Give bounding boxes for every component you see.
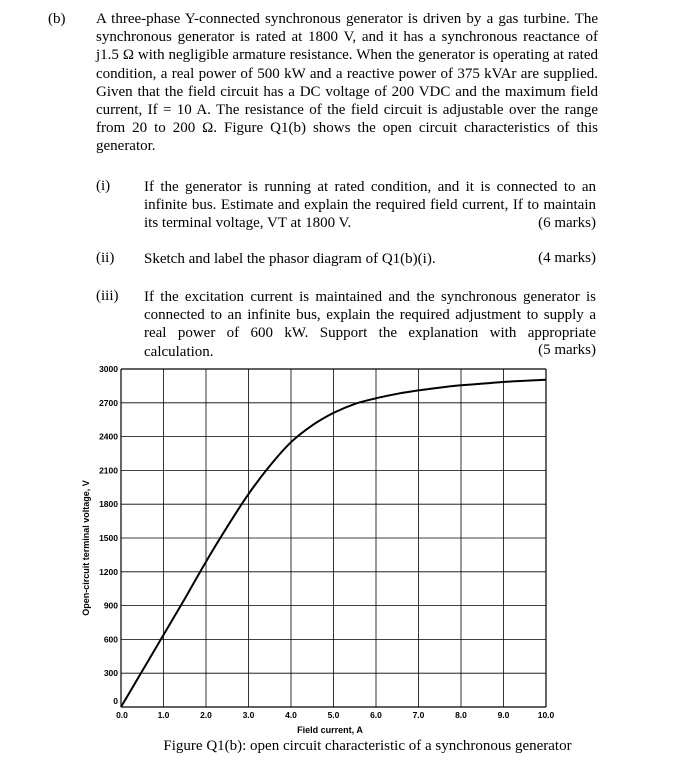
y-tick-label: 3000	[99, 364, 118, 374]
question-1-marks: (6 marks)	[538, 215, 596, 231]
y-tick-label: 1800	[99, 499, 118, 510]
y-tick-label: 1500	[99, 533, 118, 543]
y-tick-label: 2700	[99, 397, 118, 408]
y-tick-label: 900	[103, 600, 118, 611]
question-1-number: (i)	[96, 178, 111, 194]
x-tick-label: 7.0	[412, 710, 425, 720]
chart-grid	[121, 369, 546, 707]
y-tick-label: 300	[103, 668, 118, 679]
question-3-number: (iii)	[96, 288, 119, 304]
x-tick-label: 0.0	[116, 710, 128, 720]
y-tick-label: 0	[113, 696, 118, 706]
x-tick-label: 3.0	[242, 710, 255, 720]
problem-intro: A three-phase Y-connected synchronous generator is driven by a gas turbine. The synchronous generator is rated at 1800 V, and it has a synchronous reactance of j1.5 Ω with negligible armature resistance. When the generator is operating at rated condition, a real power of 500 kW and a reactive power of 375 kVAr are supplied. Given that the field circuit has a DC voltage of 200 VDC and the maximum field current, If = 10 A. The resistance of the field circuit is adjustable over the range from 20 to 200 Ω. Figure Q1(b) shows the open circuit characteristics of this generator.	[96, 11, 598, 155]
y-tick-label: 1200	[99, 566, 118, 577]
x-tick-label: 4.0	[285, 710, 297, 720]
y-axis-label: Open-circuit terminal voltage, V	[81, 480, 91, 616]
question-1-text: If the generator is running at rated condition, and it is connected to an infinite bus. Estimate and explain the required field current, If to maintain its terminal voltage, VT at 1800 V.	[144, 179, 596, 232]
x-tick-label: 5.0	[327, 710, 340, 720]
x-tick-label: 9.0	[497, 710, 510, 720]
x-tick-label: 8.0	[455, 710, 467, 720]
x-tick-label: 6.0	[370, 710, 382, 720]
question-3-marks: (5 marks)	[538, 342, 596, 358]
question-2-marks: (4 marks)	[538, 250, 596, 266]
question-2-text: Sketch and label the phasor diagram of Q1(b)(i).	[144, 251, 436, 267]
occ-chart	[0, 360, 685, 738]
y-tick-label: 2100	[99, 465, 118, 476]
y-tick-label: 2400	[99, 431, 118, 442]
section-label: (b)	[48, 11, 66, 27]
x-tick-label: 10.0	[537, 710, 555, 720]
x-tick-label: 1.0	[157, 710, 170, 720]
question-3-text: If the excitation current is maintained and the synchronous generator is connected to an infinite bus, explain the required adjustment to supply a real power of 600 kW. Support the explanation with appropriate calculation.	[144, 289, 596, 360]
figure-caption-text: Figure Q1(b): open circuit characteristic of a synchronous generator	[163, 738, 572, 754]
question-2-number: (ii)	[96, 250, 115, 266]
x-axis-label: Field current, A	[297, 725, 363, 735]
figure-caption	[0, 738, 685, 755]
x-tick-label: 2.0	[200, 710, 212, 720]
y-tick-label: 600	[103, 634, 118, 645]
